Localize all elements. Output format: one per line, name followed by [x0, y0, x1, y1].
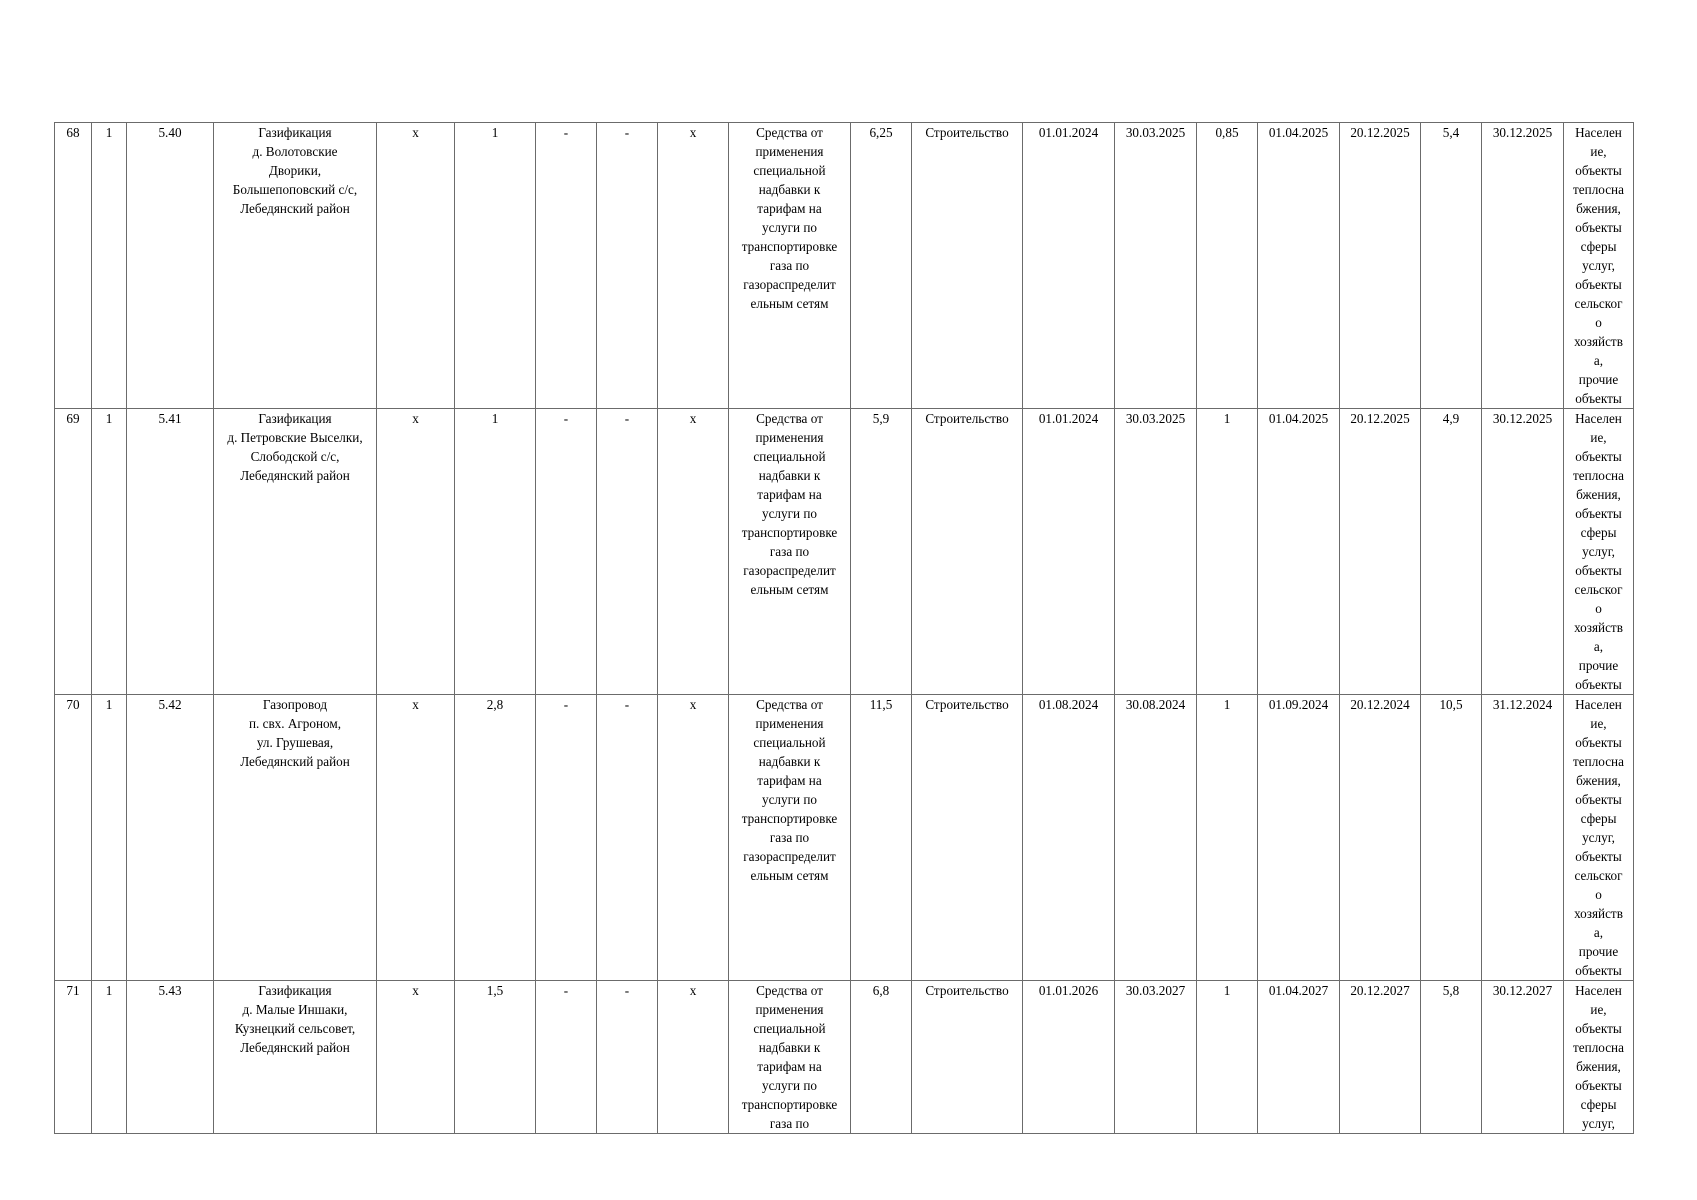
funding-source: Средства от применения специальной надбавки к тарифам на услуги по транспортировке газа по газораспределит ельным сетям — [729, 695, 851, 981]
cell-col7: - — [536, 409, 597, 695]
build-start-date: 01.09.2024 — [1258, 695, 1340, 981]
design-end-date: 30.03.2027 — [1115, 981, 1197, 1134]
design-start-date: 01.01.2024 — [1023, 409, 1115, 695]
table-row — [55, 123, 1634, 409]
row-number: 69 — [55, 409, 92, 695]
build-end-date: 20.12.2025 — [1340, 409, 1421, 695]
build-cost: 10,5 — [1421, 695, 1482, 981]
design-cost: 1 — [1197, 981, 1258, 1134]
build-start-date: 01.04.2025 — [1258, 123, 1340, 409]
funding-source: Средства от применения специальной надбавки к тарифам на услуги по транспортировке газа по газораспределит ельным сетям — [729, 123, 851, 409]
build-cost: 5,8 — [1421, 981, 1482, 1134]
work-type: Строительство — [912, 123, 1023, 409]
design-cost: 0,85 — [1197, 123, 1258, 409]
object-name: Газопровод п. свх. Агроном, ул. Грушевая, Лебедянский район — [214, 695, 377, 981]
cell-col9: х — [658, 409, 729, 695]
length-value: 2,8 — [455, 695, 536, 981]
commission-date: 30.12.2025 — [1482, 409, 1564, 695]
object-name: Газификация д. Петровские Выселки, Слободской с/с, Лебедянский район — [214, 409, 377, 695]
cell-col5: х — [377, 981, 455, 1134]
commission-date: 31.12.2024 — [1482, 695, 1564, 981]
investment-program-table — [54, 122, 1634, 1134]
build-end-date: 20.12.2024 — [1340, 695, 1421, 981]
item-code: 5.40 — [127, 123, 214, 409]
cell-col8: - — [597, 409, 658, 695]
cell-col8: - — [597, 695, 658, 981]
length-value: 1 — [455, 409, 536, 695]
cell-col7: - — [536, 123, 597, 409]
table-row — [55, 695, 1634, 981]
build-start-date: 01.04.2027 — [1258, 981, 1340, 1134]
design-cost: 1 — [1197, 409, 1258, 695]
consumers: Населен ие, объекты теплосна бжения, объекты сферы услуг, — [1564, 981, 1634, 1134]
work-type: Строительство — [912, 695, 1023, 981]
design-end-date: 30.08.2024 — [1115, 695, 1197, 981]
consumers: Населен ие, объекты теплосна бжения, объекты сферы услуг, объекты сельског о хозяйств а, прочие объекты — [1564, 409, 1634, 695]
item-code: 5.42 — [127, 695, 214, 981]
row-number: 70 — [55, 695, 92, 981]
design-cost: 1 — [1197, 695, 1258, 981]
build-cost: 5,4 — [1421, 123, 1482, 409]
item-code: 5.43 — [127, 981, 214, 1134]
build-start-date: 01.04.2025 — [1258, 409, 1340, 695]
table-row — [55, 981, 1634, 1134]
total-cost: 6,8 — [851, 981, 912, 1134]
design-end-date: 30.03.2025 — [1115, 123, 1197, 409]
funding-source: Средства от применения специальной надбавки к тарифам на услуги по транспортировке газа по газораспределит ельным сетям — [729, 409, 851, 695]
item-code: 5.41 — [127, 409, 214, 695]
commission-date: 30.12.2025 — [1482, 123, 1564, 409]
work-type: Строительство — [912, 409, 1023, 695]
total-cost: 5,9 — [851, 409, 912, 695]
consumers: Населен ие, объекты теплосна бжения, объекты сферы услуг, объекты сельског о хозяйств а, прочие объекты — [1564, 695, 1634, 981]
total-cost: 6,25 — [851, 123, 912, 409]
table-row — [55, 409, 1634, 695]
cell-col5: х — [377, 695, 455, 981]
funding-source: Средства от применения специальной надбавки к тарифам на услуги по транспортировке газа по — [729, 981, 851, 1134]
build-cost: 4,9 — [1421, 409, 1482, 695]
design-start-date: 01.01.2024 — [1023, 123, 1115, 409]
cell-col7: - — [536, 695, 597, 981]
cell-col2: 1 — [92, 123, 127, 409]
cell-col9: х — [658, 695, 729, 981]
cell-col2: 1 — [92, 695, 127, 981]
design-end-date: 30.03.2025 — [1115, 409, 1197, 695]
cell-col8: - — [597, 123, 658, 409]
length-value: 1,5 — [455, 981, 536, 1134]
design-start-date: 01.01.2026 — [1023, 981, 1115, 1134]
total-cost: 11,5 — [851, 695, 912, 981]
row-number: 71 — [55, 981, 92, 1134]
cell-col9: х — [658, 123, 729, 409]
cell-col9: х — [658, 981, 729, 1134]
commission-date: 30.12.2027 — [1482, 981, 1564, 1134]
object-name: Газификация д. Волотовские Дворики, Большепоповский с/с, Лебедянский район — [214, 123, 377, 409]
design-start-date: 01.08.2024 — [1023, 695, 1115, 981]
cell-col5: х — [377, 409, 455, 695]
length-value: 1 — [455, 123, 536, 409]
row-number: 68 — [55, 123, 92, 409]
cell-col7: - — [536, 981, 597, 1134]
build-end-date: 20.12.2025 — [1340, 123, 1421, 409]
cell-col2: 1 — [92, 409, 127, 695]
build-end-date: 20.12.2027 — [1340, 981, 1421, 1134]
cell-col8: - — [597, 981, 658, 1134]
work-type: Строительство — [912, 981, 1023, 1134]
consumers: Населен ие, объекты теплосна бжения, объекты сферы услуг, объекты сельског о хозяйств а, прочие объекты — [1564, 123, 1634, 409]
cell-col5: х — [377, 123, 455, 409]
object-name: Газификация д. Малые Иншаки, Кузнецкий сельсовет, Лебедянский район — [214, 981, 377, 1134]
cell-col2: 1 — [92, 981, 127, 1134]
